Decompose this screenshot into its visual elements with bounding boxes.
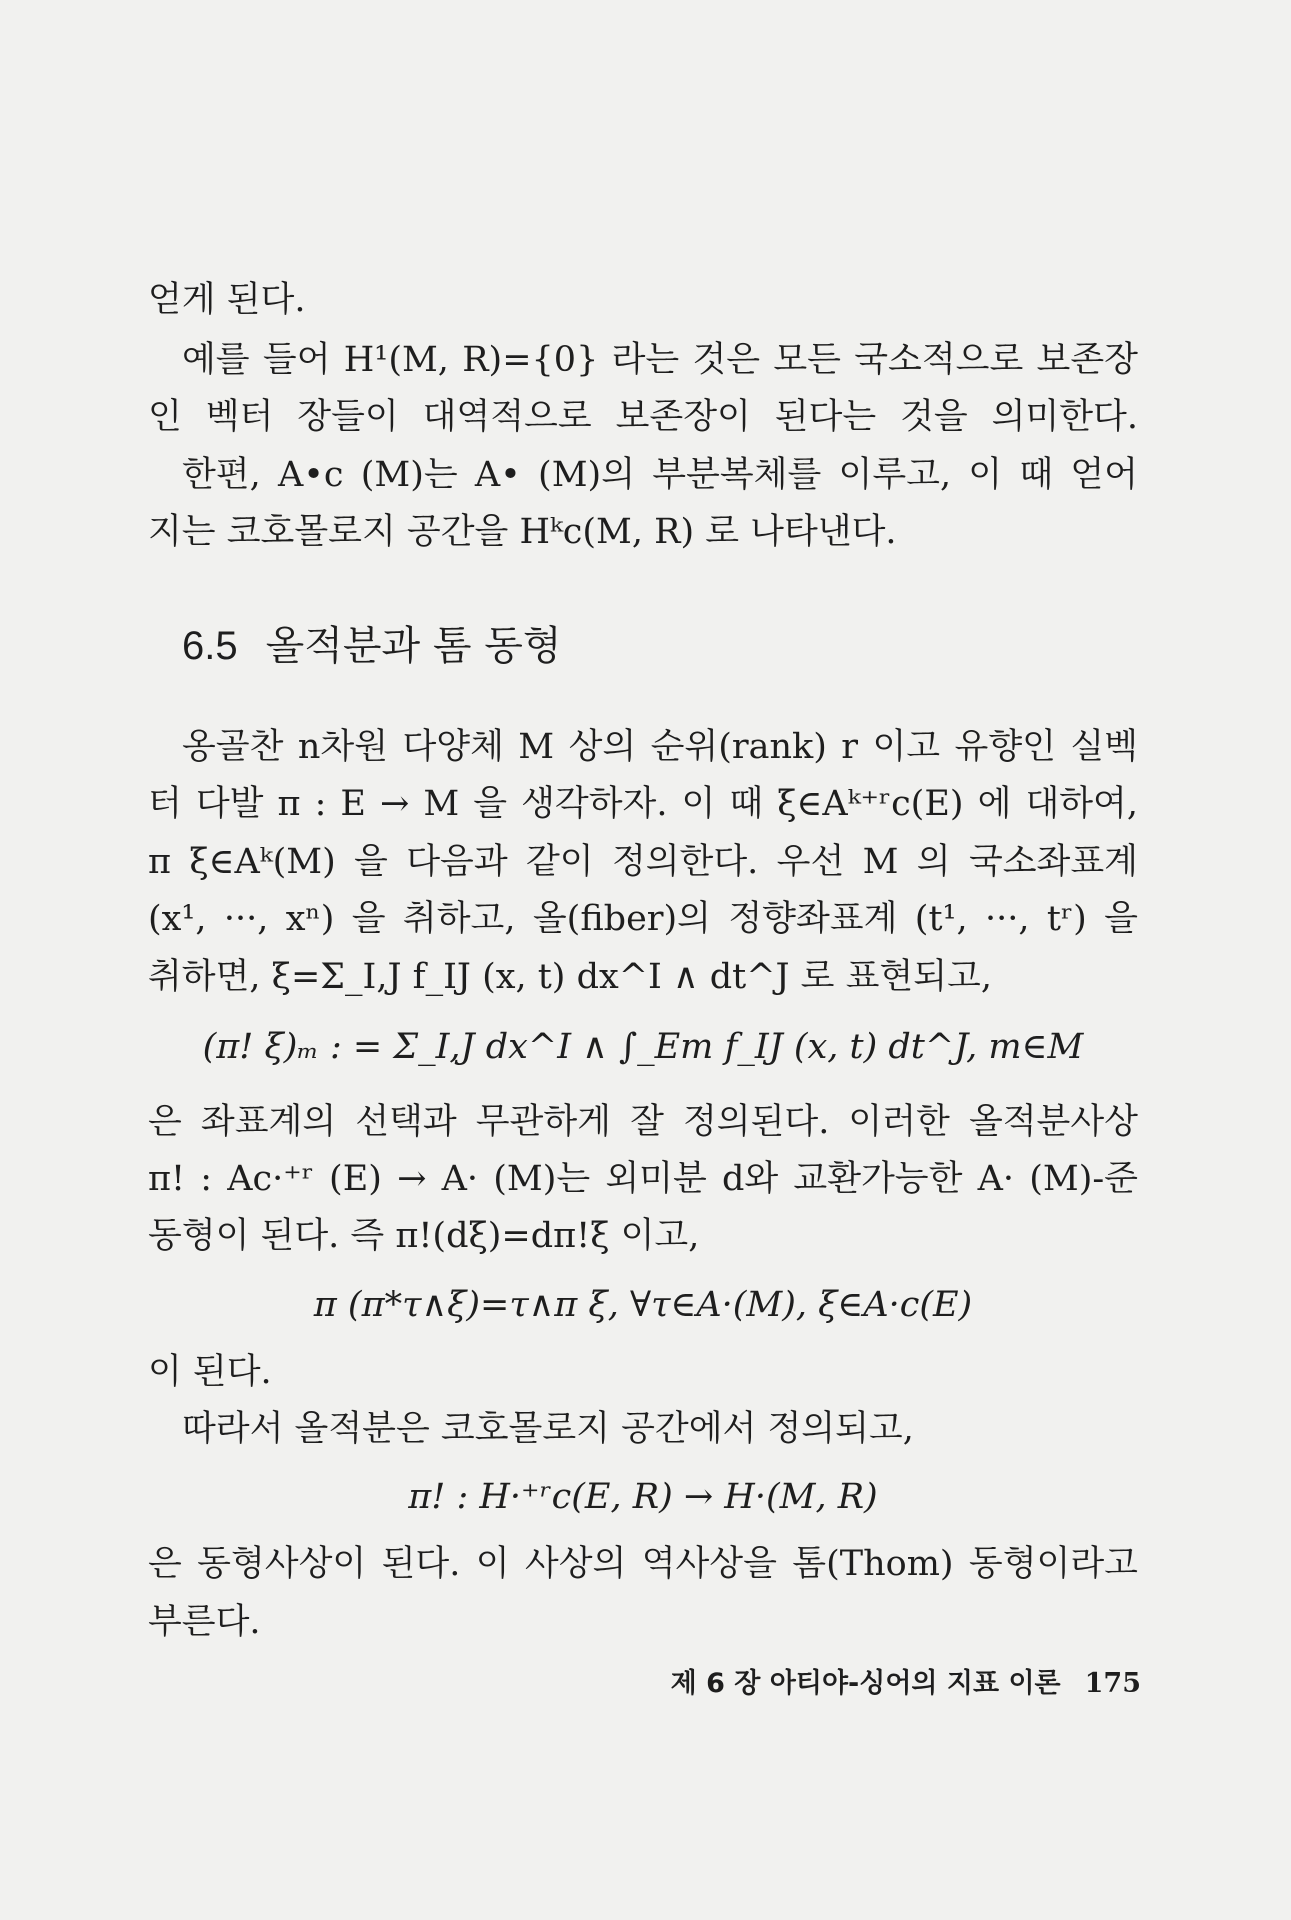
- text-line: (x¹, ···, xⁿ) 을 취하고, 올(fiber)의 정향좌표계 (t¹, ···, tʳ) 을: [148, 899, 1138, 939]
- text-line: 얻게 된다.: [148, 280, 306, 320]
- page-number: 175: [1084, 1668, 1141, 1699]
- text-line: 취하면, ξ=Σ_I,J f_IJ (x, t) dx^I ∧ dt^J 로 표현되고,: [148, 957, 992, 997]
- text-line: 지는 코호몰로지 공간을 Hᵏc(M, R) 로 나타낸다.: [148, 512, 897, 552]
- text-line: 동형이 된다. 즉 π!(dξ)=dπ!ξ 이고,: [148, 1216, 700, 1256]
- text-line: 예를 들어 H¹(M, R)={0} 라는 것은 모든 국소적으로 보존장: [182, 340, 1138, 380]
- section-number: 6.5: [182, 624, 238, 668]
- equation: π! : H·⁺ʳc(E, R) → H·(M, R): [408, 1477, 878, 1517]
- text-line: 따라서 올적분은 코호몰로지 공간에서 정의되고,: [182, 1409, 914, 1449]
- equation: (π! ξ)ₘ : = Σ_I,J dx^I ∧ ∫_Em f_IJ (x, t) dt^J, m∈M: [202, 1027, 1084, 1067]
- equation: π (π*τ∧ξ)=τ∧π ξ, ∀τ∈A·(M), ξ∈A·c(E): [313, 1285, 973, 1325]
- page-footer: [671, 1666, 1141, 1702]
- text-line: 부른다.: [148, 1602, 261, 1642]
- text-line: 인 벡터 장들이 대역적으로 보존장이 된다는 것을 의미한다.: [148, 397, 1138, 437]
- section-heading: [182, 620, 562, 672]
- text-line: 터 다발 π : E → M 을 생각하자. 이 때 ξ∈Aᵏ⁺ʳc(E) 에 대하여,: [148, 784, 1138, 824]
- text-line: 옹골찬 n차원 다양체 M 상의 순위(rank) r 이고 유향인 실벡: [182, 727, 1138, 767]
- text-line: 은 동형사상이 된다. 이 사상의 역사상을 톰(Thom) 동형이라고: [148, 1544, 1138, 1584]
- running-header: 제 6 장 아티야-싱어의 지표 이론: [670, 1668, 1061, 1699]
- section-title: 올적분과 톰 동형: [265, 623, 562, 669]
- text-line: 은 좌표계의 선택과 무관하게 잘 정의된다. 이러한 올적분사상: [148, 1102, 1138, 1142]
- text-line: π! : Ac·⁺ʳ (E) → A· (M)는 외미분 d와 교환가능한 A· (M)-준: [148, 1159, 1138, 1199]
- text-line: π ξ∈Aᵏ(M) 을 다음과 같이 정의한다. 우선 M 의 국소좌표계: [148, 842, 1138, 882]
- text-line: 한편, A•c (M)는 A• (M)의 부분복체를 이루고, 이 때 얻어: [182, 455, 1138, 495]
- text-line: 이 된다.: [148, 1352, 272, 1392]
